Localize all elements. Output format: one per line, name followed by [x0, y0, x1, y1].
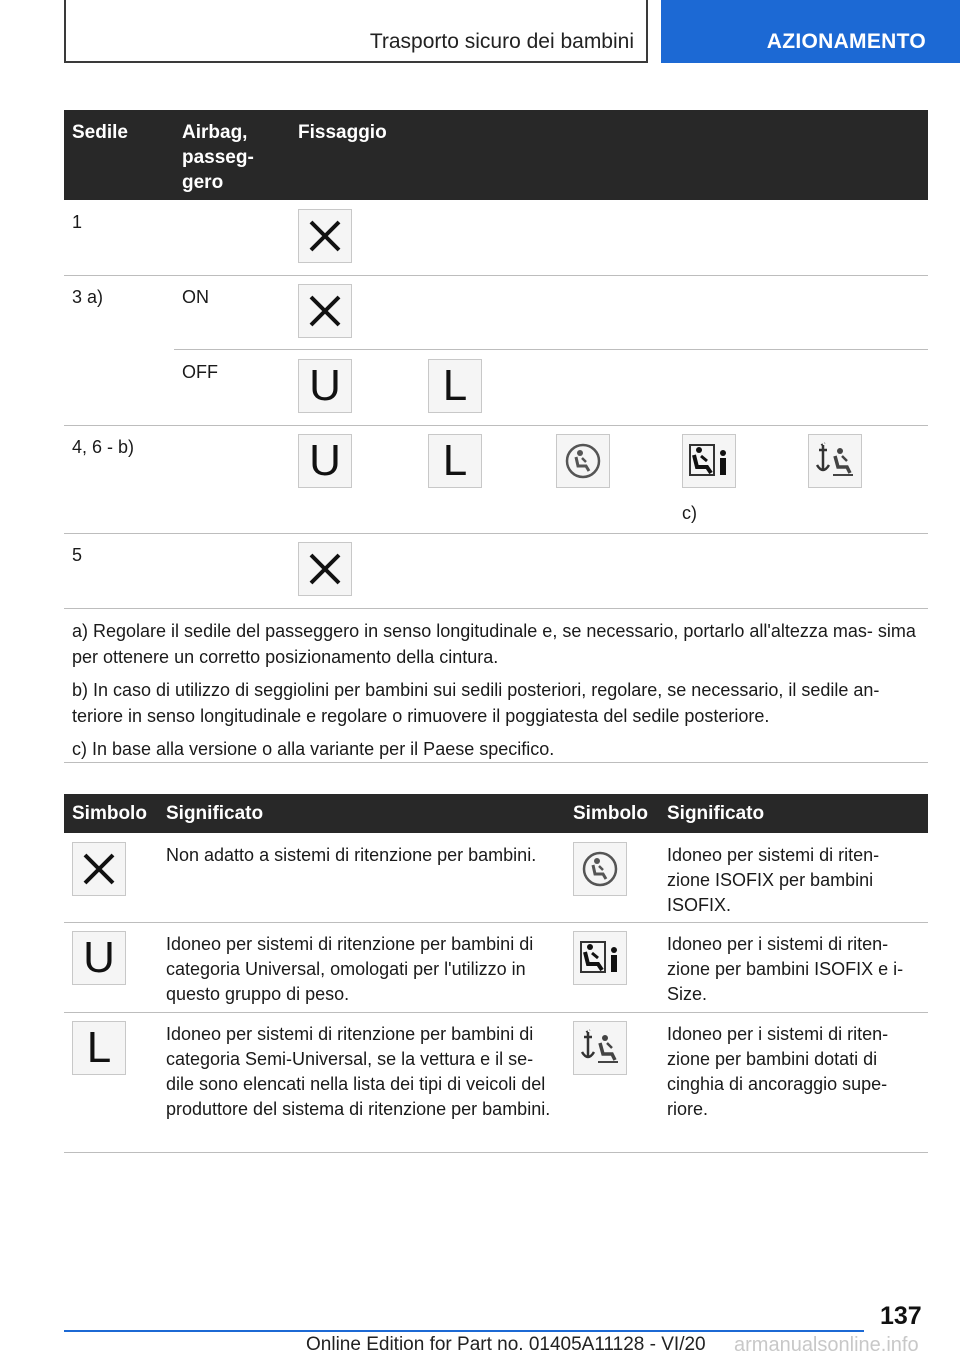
table-row [64, 425, 928, 533]
symbol-table-header [64, 794, 928, 833]
footnote-b: b) In caso di utilizzo di seggiolini per bambini sui sedili posteriori, regolare, se necessario, il sedile an- teriore in senso longitudinale e regolare o rimuovere il poggiatesta del sedile posteriore. [72, 680, 880, 726]
table-row [64, 200, 928, 275]
header-title: Trasporto sicuro dei bambini [369, 30, 634, 53]
cross-icon [298, 542, 352, 596]
table-row [64, 833, 928, 922]
isofix-isize-icon [573, 931, 627, 985]
isofix-isize-icon [682, 434, 736, 488]
symbol-meaning: Non adatto a sistemi di ritenzione per bambini. [166, 845, 537, 865]
header-significato: Significato [166, 803, 264, 824]
seat-label: 1 [72, 212, 83, 232]
symbol-meaning: Idoneo per sistemi di riten- zione ISOFIX per bambini ISOFIX. [667, 845, 880, 915]
symbol-table [64, 794, 928, 1152]
footnote-c: c) In base alla versione o alla variante per il Paese specifico. [72, 739, 555, 759]
footer-rule [64, 1330, 864, 1332]
table-row [64, 1012, 928, 1152]
symbol-meaning: Idoneo per sistemi di ritenzione per bambini di categoria Semi-Universal, se la vettura e il se- dile sono elencati nella lista dei tipi di veicoli del produttore del sistema di ritenzione per bambini. [166, 1024, 551, 1119]
top-tether-icon [808, 434, 862, 488]
symbol-meaning: Idoneo per sistemi di ritenzione per bambini di categoria Universal, omologati per l'utilizzo in questo gruppo di peso. [166, 934, 534, 1004]
row-divider [64, 1152, 928, 1153]
table-row [64, 922, 928, 1012]
semi-universal-icon: L [428, 434, 482, 488]
semi-universal-icon: L [428, 359, 482, 413]
page-number: 137 [880, 1302, 922, 1330]
header-title-box [64, 0, 648, 63]
availability-note: c) [682, 503, 697, 523]
airbag-label: ON [182, 287, 209, 307]
header-section-tab[interactable] [661, 0, 960, 63]
cross-icon [298, 284, 352, 338]
airbag-label: OFF [182, 362, 218, 382]
universal-icon: U [298, 434, 352, 488]
row-divider [64, 608, 928, 609]
watermark: armanualsonline.info [734, 1334, 919, 1356]
seat-label: 3 a) [72, 287, 104, 307]
isofix-icon [573, 842, 627, 896]
header-simbolo: Simbolo [72, 803, 147, 824]
header-sedile: Sedile [72, 122, 128, 143]
header-fissaggio: Fissaggio [298, 122, 387, 143]
header-section-label: AZIONAMENTO [766, 30, 926, 53]
footnotes-divider [64, 762, 928, 763]
header-simbolo: Simbolo [573, 803, 648, 824]
header-significato: Significato [667, 803, 765, 824]
seat-table [64, 110, 928, 608]
seat-table-header [64, 110, 928, 200]
table-row [64, 275, 928, 350]
seat-label: 4, 6 - b) [72, 437, 135, 457]
footnote-a: a) Regolare il sedile del passeggero in senso longitudinale e, se necessario, portarlo all'altezza mas- sima per ottenere un corretto posizionamento della cintura. [72, 621, 916, 667]
edition-text: Online Edition for Part no. 01405A11128 - VI/20 [306, 1334, 706, 1355]
symbol-meaning: Idoneo per i sistemi di riten- zione per bambini dotati di cinghia di ancoraggio supe- riore. [667, 1024, 889, 1119]
cross-icon [298, 209, 352, 263]
table-row [64, 350, 928, 425]
semi-universal-icon: L [72, 1021, 126, 1075]
seat-label: 5 [72, 545, 83, 565]
header-airbag: Airbag, passeg- gero [182, 122, 254, 193]
footnotes [64, 618, 928, 769]
table-row [64, 533, 928, 608]
universal-icon: U [72, 931, 126, 985]
symbol-meaning: Idoneo per i sistemi di riten- zione per bambini ISOFIX e i- Size. [667, 934, 904, 1004]
isofix-icon [556, 434, 610, 488]
universal-icon: U [298, 359, 352, 413]
cross-icon [72, 842, 126, 896]
top-tether-icon [573, 1021, 627, 1075]
